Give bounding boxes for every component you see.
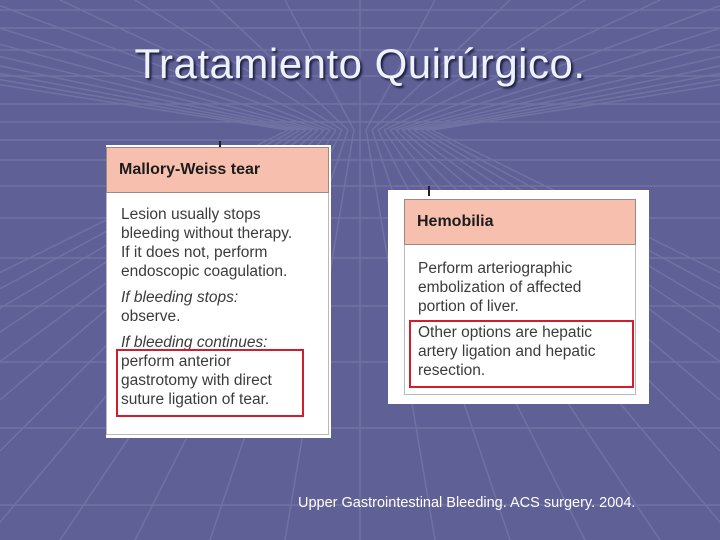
mallory-weiss-panel [106, 145, 331, 438]
if-bleeding-stops-label: If bleeding stops: [121, 289, 239, 306]
highlight-line: artery ligation and hepatic [418, 343, 596, 360]
body-line: Lesion usually stops [121, 206, 261, 223]
body-line: embolization of affected [418, 279, 582, 296]
observe-action: observe. [121, 308, 181, 325]
continues-line: suture ligation of tear. [121, 391, 270, 408]
highlight-line: Other options are hepatic [418, 324, 593, 341]
highlight-line: resection. [418, 362, 486, 379]
continues-line: gastrotomy with direct [121, 372, 272, 389]
hemobilia-panel [388, 190, 649, 404]
body-line: portion of liver. [418, 298, 519, 315]
continues-line: perform anterior [121, 353, 232, 370]
slide-title: Tratamiento Quirúrgico. [134, 40, 586, 87]
connector-line [428, 186, 430, 196]
if-bleeding-continues-label: If bleeding continues: [121, 334, 268, 351]
hemobilia-heading: Hemobilia [404, 199, 636, 245]
body-line: Perform arteriographic [418, 260, 573, 277]
body-line: If it does not, perform [121, 244, 268, 261]
body-line: endoscopic coagulation. [121, 263, 288, 280]
mallory-weiss-heading: Mallory-Weiss tear [106, 147, 329, 193]
citation-text: Upper Gastrointestinal Bleeding. ACS surgery. 2004. [298, 495, 636, 511]
body-line: bleeding without therapy. [121, 225, 293, 242]
